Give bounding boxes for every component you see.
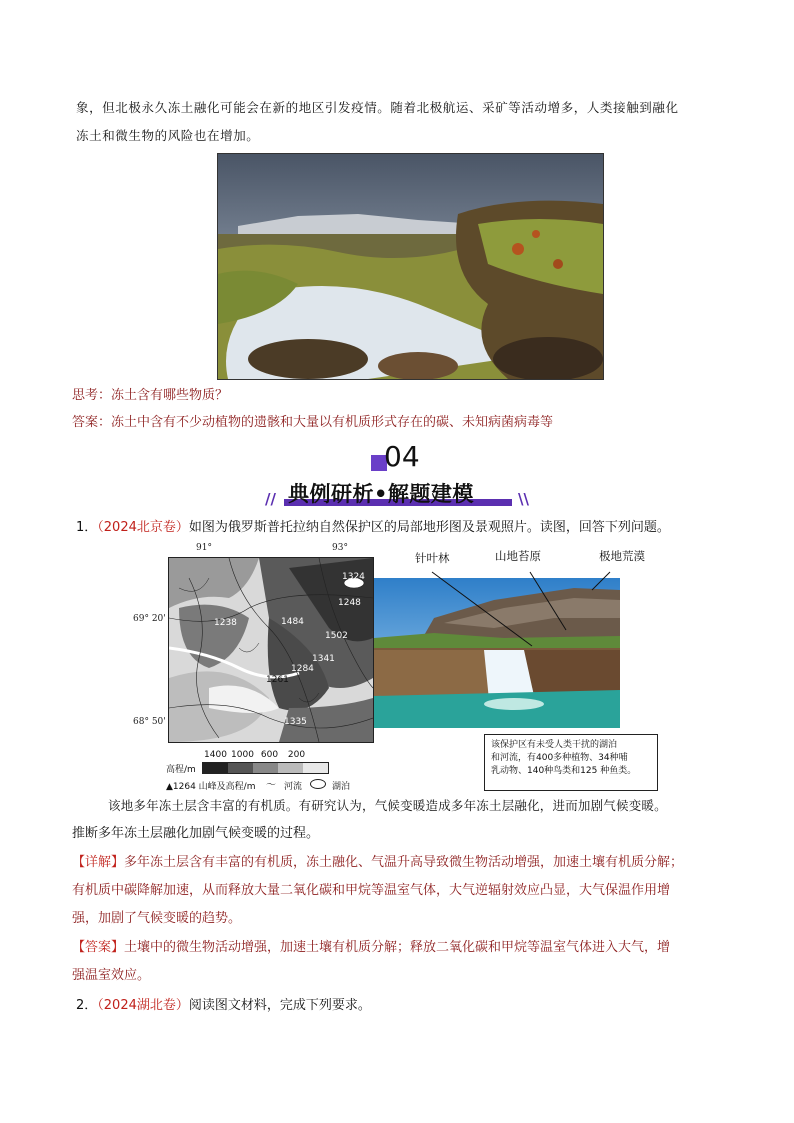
scale-value: 1400 (204, 750, 227, 760)
peak-label: 1261 (266, 675, 289, 685)
elevation-scale (202, 750, 310, 760)
peak-legend: ▲1264 山峰及高程/m (166, 782, 256, 792)
section-title: 典例研析•解题建模 (288, 482, 474, 506)
detail-line-3: 强，加剧了气候变暖的趋势。 (72, 911, 242, 926)
detail-line-2: 有机质中碳降解加速，从而释放大量二氧化碳和甲烷等温室气体，大气逆辐射效应凸显，大气保温作用增 (72, 883, 671, 898)
question-1 (76, 518, 670, 538)
label-polar-desert: 极地荒漠 (599, 549, 645, 563)
peak-label: 1284 (291, 664, 314, 674)
intro-line-1: 象，但北极永久冻土融化可能会在新的地区引发疫情。随着北极航运、采矿等活动增多，人类接触到融化 (76, 100, 679, 115)
section-number: 04 (384, 440, 420, 473)
detail-tag: 【详解】 (72, 855, 125, 870)
info-box-line: 乳动物、140种鸟类和125 种鱼类。 (491, 766, 637, 776)
river-legend: 河流 (284, 782, 303, 792)
lake-symbol-icon (310, 779, 326, 789)
answer-line-1 (72, 938, 670, 958)
intro-line-2: 冻土和微生物的风险也在增加。 (76, 128, 260, 143)
detail-line-1 (72, 853, 683, 873)
peak-label: 1324 (342, 572, 365, 582)
think-answer: 答案：冻土中含有不少动植物的遗骸和大量以有机质形式存在的碳、未知病菌病毒等 (72, 415, 554, 430)
permafrost-photo (217, 153, 604, 380)
answer-text: 土壤中的微生物活动增强，加速土壤有机质分解；释放二氧化碳和甲烷等温室气体进入大气，增 (124, 940, 671, 955)
detail-text: 多年冻土层含有丰富的有机质，冻土融化、气温升高导致微生物活动增强，加速土壤有机质分解； (124, 855, 684, 870)
lake-legend: 湖泊 (332, 782, 351, 792)
question-2-source: （2024湖北卷） (97, 998, 189, 1013)
label-coniferous-forest: 针叶林 (415, 551, 450, 565)
label-mountain-tundra: 山地苔原 (495, 549, 541, 563)
question-1-text: 如图为俄罗斯普托拉纳自然保护区的局部地形图及景观照片。读图，回答下列问题。 (188, 520, 670, 535)
map-lon-left: 91° (196, 543, 212, 553)
question-2-number: 2． (76, 998, 98, 1013)
answer-tag: 【答案】 (72, 940, 125, 955)
scale-value: 200 (287, 750, 306, 760)
peak-label: 1238 (214, 618, 237, 628)
map-lon-right: 93° (332, 543, 348, 553)
question-2-text: 阅读图文材料，完成下列要求。 (188, 998, 371, 1013)
info-box-line: 和河流，有400多种植物、34种哺 (491, 753, 628, 763)
topographic-map (168, 557, 374, 743)
peak-label: 1341 (312, 654, 335, 664)
info-box (484, 734, 658, 791)
section-right-mark: \\ (518, 490, 529, 508)
scale-value: 600 (260, 750, 279, 760)
question-2 (76, 996, 371, 1016)
think-question: 思考：冻土含有哪些物质？ (72, 388, 229, 403)
scale-value: 1000 (231, 750, 254, 760)
section-left-mark: // (265, 490, 276, 508)
question-1-statement: 该地多年冻土层含丰富的有机质。有研究认为，气候变暖造成多年冻土层融化，进而加剧气候变暖。 (108, 798, 667, 813)
question-1-task: 推断多年冻土层融化加剧气候变暖的过程。 (72, 826, 320, 841)
elevation-label: 高程/m (166, 765, 196, 775)
peak-label: 1484 (281, 617, 304, 627)
elevation-color-bar (202, 762, 329, 774)
peak-label: 1335 (284, 717, 307, 727)
question-1-number: 1． (76, 520, 98, 535)
river-symbol-icon: 〜 (266, 780, 276, 791)
label-pointer-lines (370, 560, 630, 650)
info-box-line: 该保护区有未受人类干扰的湖泊 (491, 740, 618, 750)
answer-line-2: 强温室效应。 (72, 968, 151, 983)
peak-label: 1502 (325, 631, 348, 641)
question-1-source: （2024北京卷） (97, 520, 189, 535)
peak-label: 1248 (338, 598, 361, 608)
map-lat-bottom: 68° 50' (133, 717, 166, 727)
map-lat-top: 69° 20' (133, 614, 166, 624)
